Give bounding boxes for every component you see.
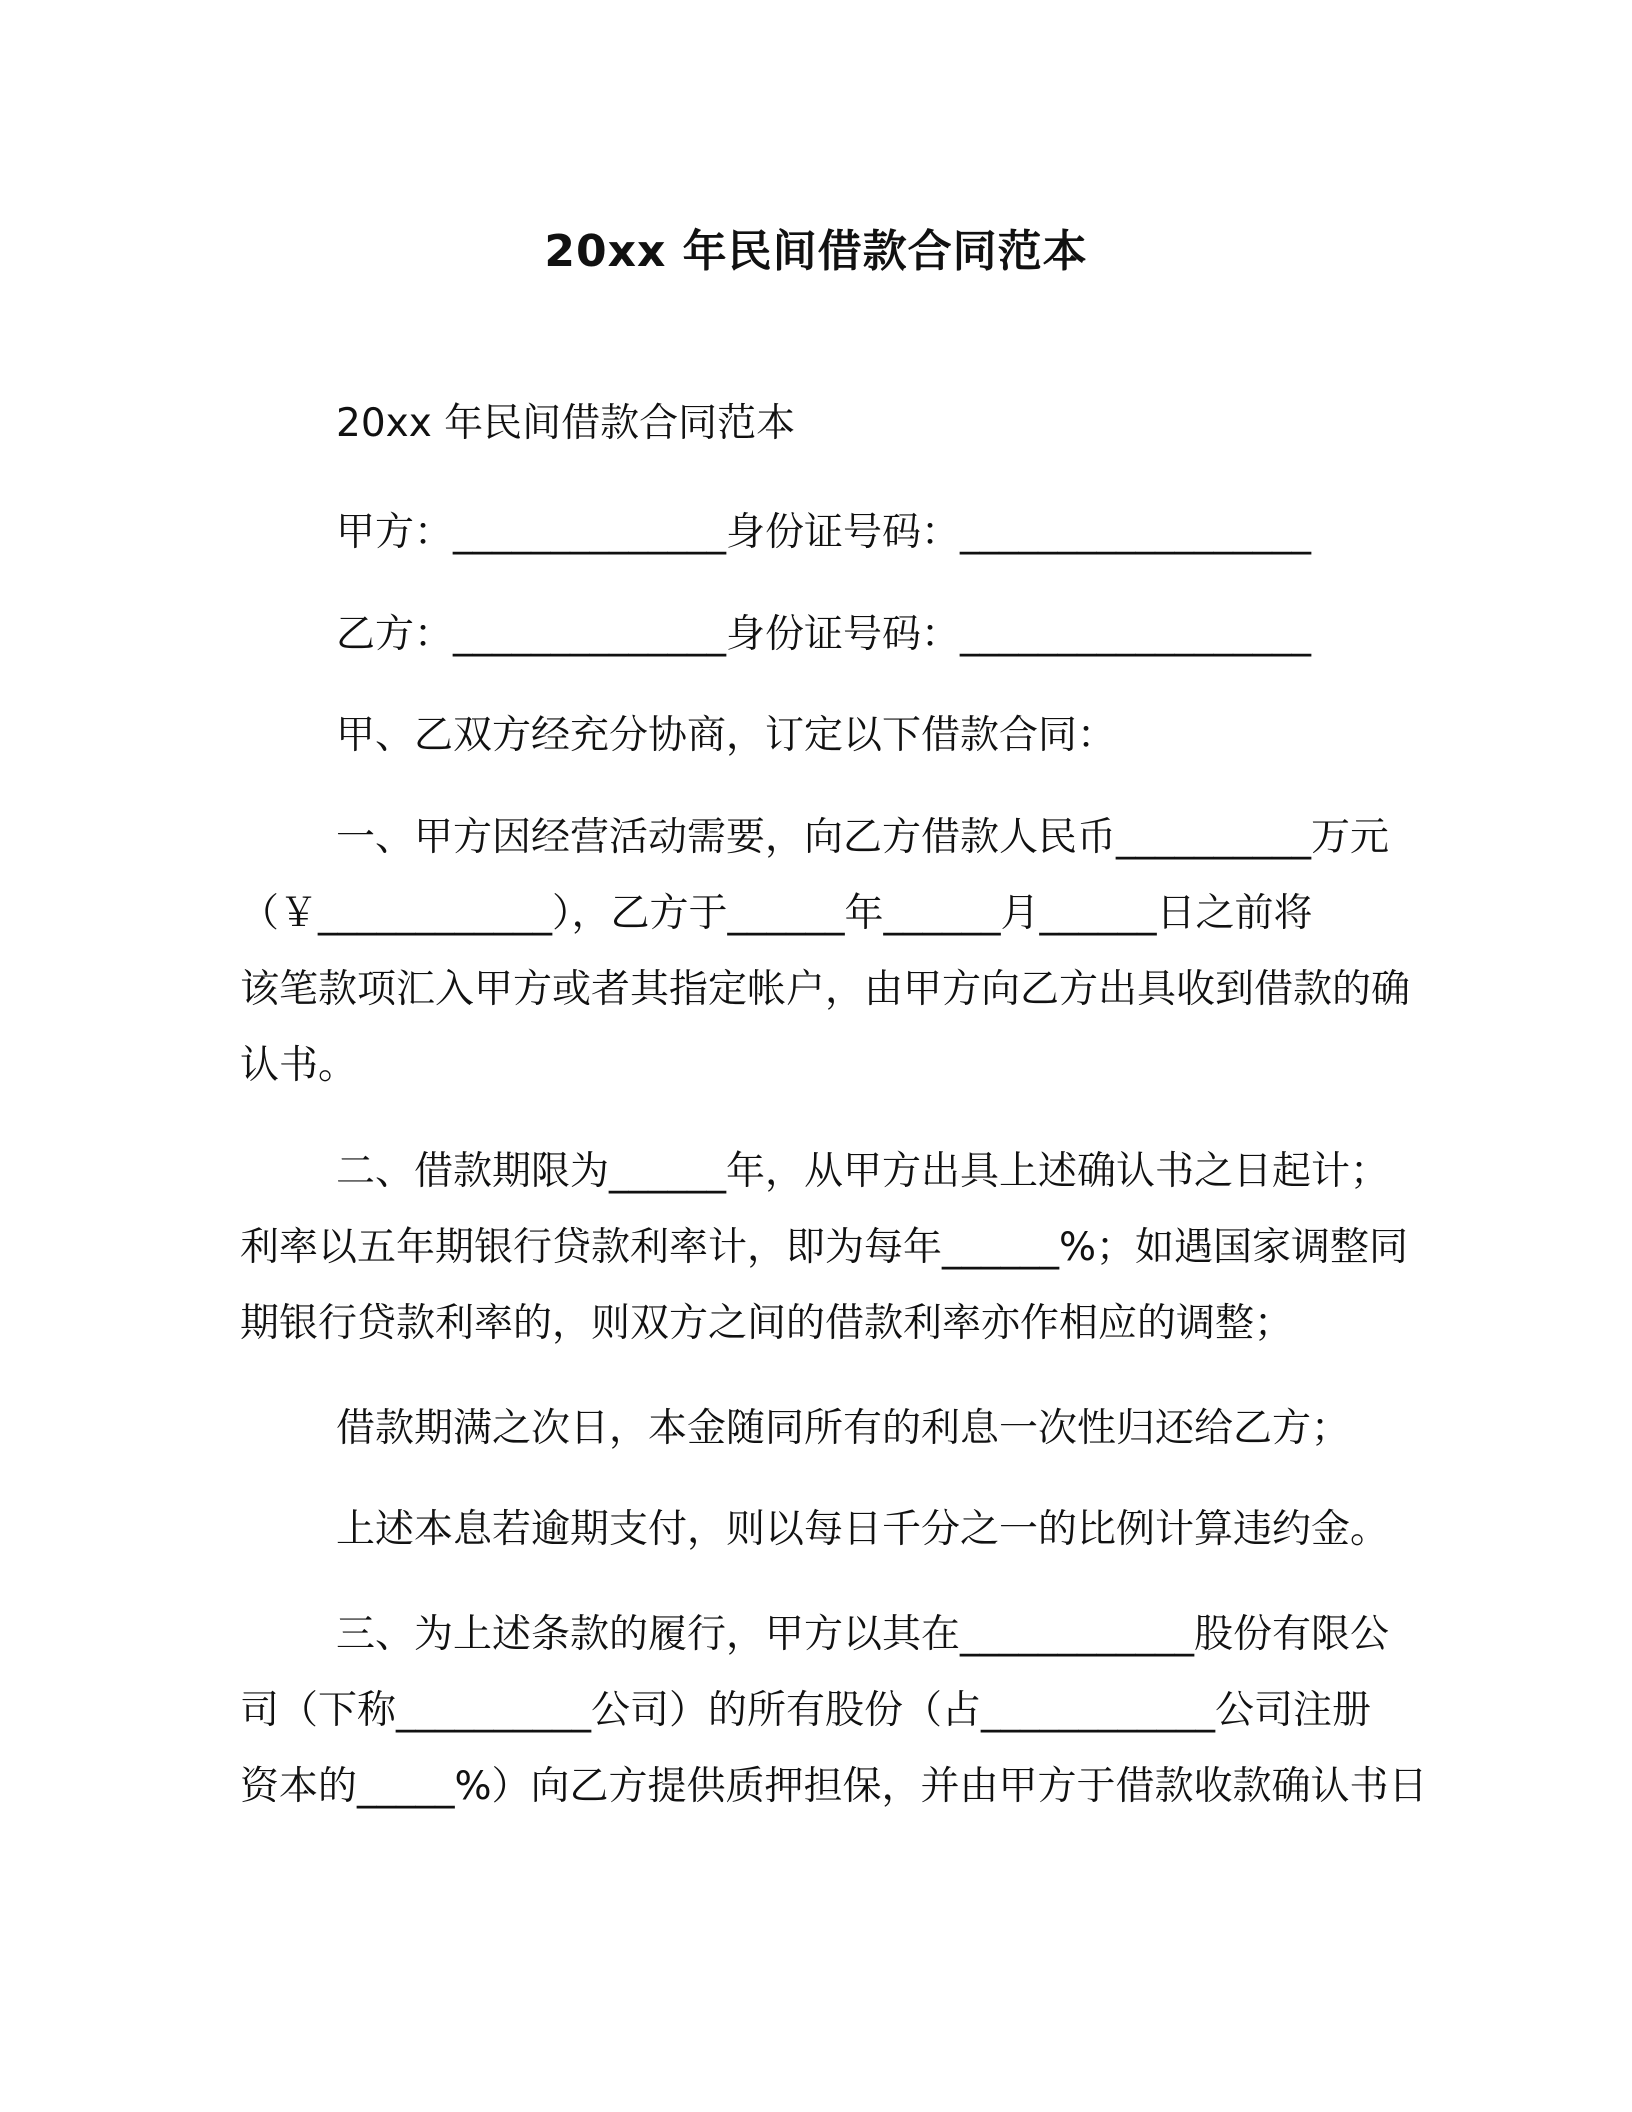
subtitle-line: 20xx 年民间借款合同范本 [336,401,796,446]
agreement-intro-line: 甲、乙双方经充分协商，订定以下借款合同： [336,713,1117,758]
clause-1-line-2: （￥____________），乙方于______年______月______日之前将 [240,891,1313,936]
party-a-line: 甲方：______________身份证号码：__________________ [336,510,1312,555]
clause-2-line-2: 利率以五年期银行贷款利率计，即为每年______%；如遇国家调整同 [240,1225,1409,1270]
clause-2-line-1: 二、借款期限为______年，从甲方出具上述确认书之日起计； [336,1149,1390,1194]
document-title: 20xx 年民间借款合同范本 [544,226,1088,277]
clause-3-line-1: 三、为上述条款的履行，甲方以其在____________股份有限公 [336,1612,1390,1657]
clause-1-line-3: 该笔款项汇入甲方或者其指定帐户，由甲方向乙方出具收到借款的确 [240,967,1411,1012]
clause-1-line-4: 认书。 [240,1043,358,1088]
clause-2-line-3: 期银行贷款利率的，则双方之间的借款利率亦作相应的调整； [240,1301,1294,1346]
clause-3-line-2: 司（下称__________公司）的所有股份（占____________公司注册 [240,1688,1372,1733]
party-b-line: 乙方：______________身份证号码：__________________ [336,612,1312,657]
penalty-line: 上述本息若逾期支付，则以每日千分之一的比例计算违约金。 [336,1507,1390,1552]
repayment-line: 借款期满之次日，本金随同所有的利息一次性归还给乙方； [336,1406,1351,1451]
clause-3-line-3: 资本的_____%）向乙方提供质押担保，并由甲方于借款收款确认书日 [240,1764,1428,1809]
clause-1-line-1: 一、甲方因经营活动需要，向乙方借款人民币__________万元 [336,815,1390,860]
